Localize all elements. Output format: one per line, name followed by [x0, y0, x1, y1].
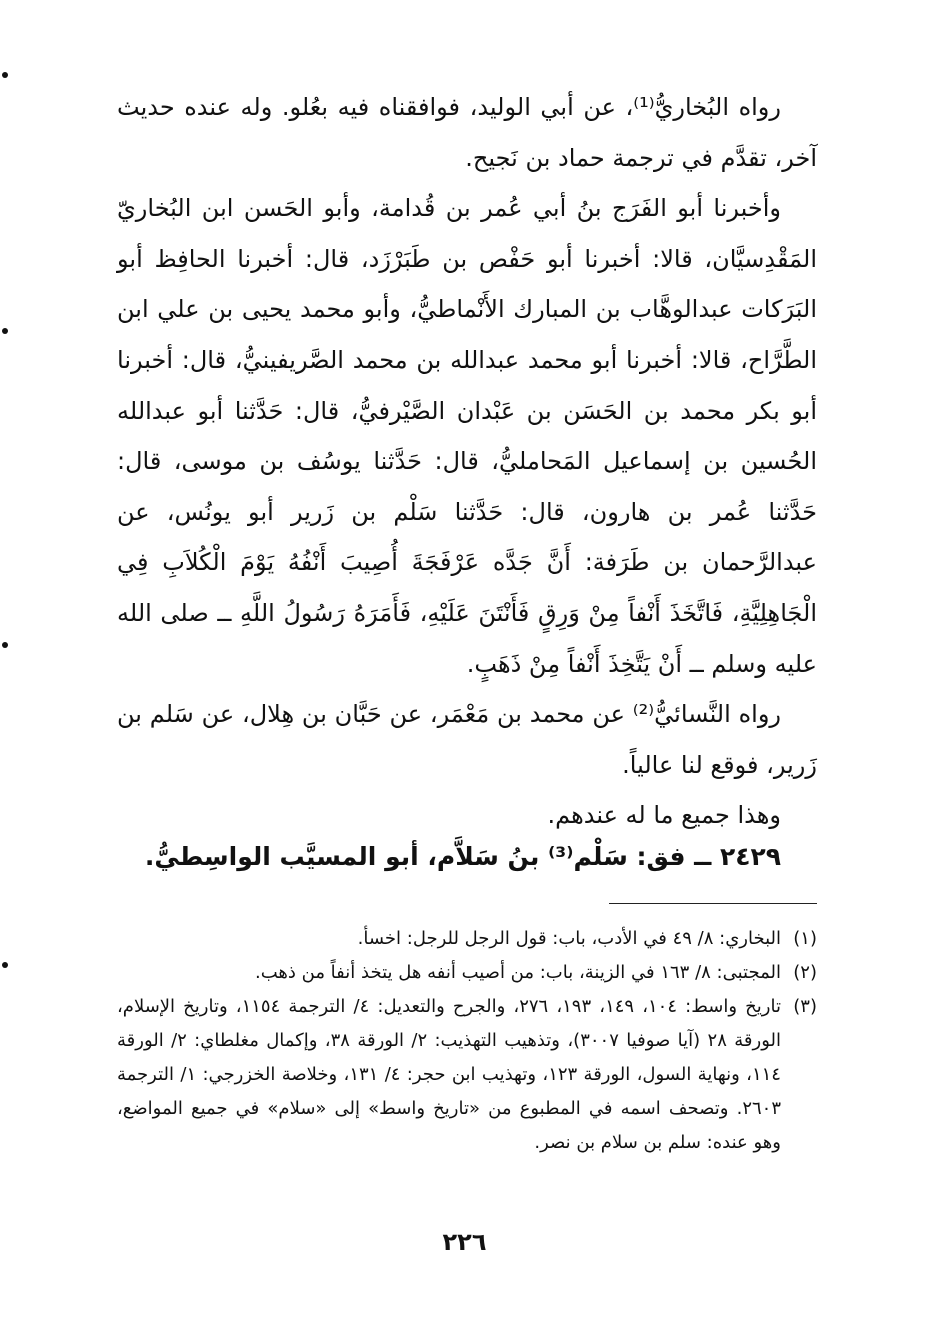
- paragraph-isnad-chain: وأخبرنا أبو الفَرَج بنُ أبي عُمر بن قُدامة، وأبو الحَسن ابن البُخاريّ المَقْدِسيَّان، قالا: أخبرنا أبو حَفْص بن طَبَرْزَد، قال: أخبرنا الحافِظ أبو البَرَكات عبدالوهَّاب بن المبارك الأَنْماطيُّ، وأبو محمد يحيى بن علي ابن الطَّرَّاح، قالا: أخبرنا أبو محمد عبدالله بن محمد الصَّريفينيُّ، قال: أخبرنا أبو بكر محمد بن الحَسَن بن عَبْدان الصَّيْرفيُّ، قال: حَدَّثنا أبو عبدالله الحُسين بن إسماعيل المَحامليُّ، قال: حَدَّثنا يوسُف بن موسى، قال: حَدَّثنا عُمر بن هارون، قال: حَدَّثنا سَلْم بن زَرير أبو يونُس، عن عبدالرَّحمان بن طَرَفة: أَنَّ جَدَّه عَرْفَجَةَ أُصِيبَ أَنْفُهُ يَوْمَ الْكُلاَبِ فِي الْجَاهِلِيَّةِ، فَاتَّخَذَ أَنْفاً مِنْ وَرِقٍ فَأَنْتَنَ عَلَيْهِ، فَأَمَرَهُ رَسُولُ اللَّهِ ــ صلى الله عليه وسلم ــ أَنْ يَتَّخِذَ أَنْفاً مِنْ ذَهَبٍ.: [117, 194, 817, 678]
- footnotes: [117, 922, 817, 1160]
- margin-dot: [2, 962, 8, 968]
- margin-dot: [2, 72, 8, 78]
- footnote-number: (١): [793, 928, 817, 949]
- paragraph-closing-note: وهذا جميع ما له عندهم.: [547, 801, 781, 830]
- page-number: ٢٢٦: [442, 1228, 487, 1256]
- paragraph-nasai-narration: رواه النَّسائيُّ⁽²⁾ عن محمد بن مَعْمَر، عن حَبَّان بن هِلال، عن سَلم بن زَرير، فوقع لنا عالياً.: [117, 700, 817, 779]
- footnote-divider: [609, 903, 817, 904]
- margin-dot: [2, 328, 8, 334]
- footnote-text: البخاري: ٨/ ٤٩ في الأدب، باب: قول الرجل للرجل: اخسأ.: [357, 928, 781, 949]
- footnote-number: (٣): [793, 996, 817, 1017]
- footnote-item: [117, 956, 817, 990]
- biography-entry-heading: ٢٤٢٩ ــ فق: سَلْم⁽³⁾ بنُ سَلاَّم، أبو المسيَّب الواسِطيُّ.: [144, 842, 781, 871]
- footnote-text: المجتبى: ٨/ ١٦٣ في الزينة، باب: من أصيب أنفه هل يتخذ أنفاً من ذهب.: [254, 962, 781, 983]
- footnote-text: تاريخ واسط: ١٠٤، ١٤٩، ١٩٣، ٢٧٦، والجرح والتعديل: ٤/ الترجمة ١١٥٤، وتاريخ الإسلام، الورقة ٢٨ (آيا صوفيا ٣٠٠٧)، وتذهيب التهذيب: ٢/ الورقة ٣٨، وإكمال مغلطاي: ٢/ الورقة ١١٤، ونهاية السول، الورقة ١٢٣، وتهذيب ابن حجر: ٤/ ١٣١، وخلاصة الخزرجي: ١/ الترجمة ٢٦٠٣. وتصحف اسمه في المطبوع من «تاريخ واسط» إلى «سلام» في جميع المواضع، وهو عنده: سلم بن سلام بن نصر.: [117, 996, 781, 1153]
- footnote-item: [117, 990, 817, 1160]
- footnote-item: [117, 922, 817, 956]
- footnote-number: (٢): [793, 962, 817, 983]
- paragraph-bukhari-narration: رواه البُخاريُّ⁽¹⁾، عن أبي الوليد، فوافقناه فيه بعُلو. وله عنده حديث آخر، تقدَّم في ترجمة حماد بن نَجيح.: [117, 93, 817, 172]
- main-text: [117, 82, 817, 841]
- margin-dot: [2, 642, 8, 648]
